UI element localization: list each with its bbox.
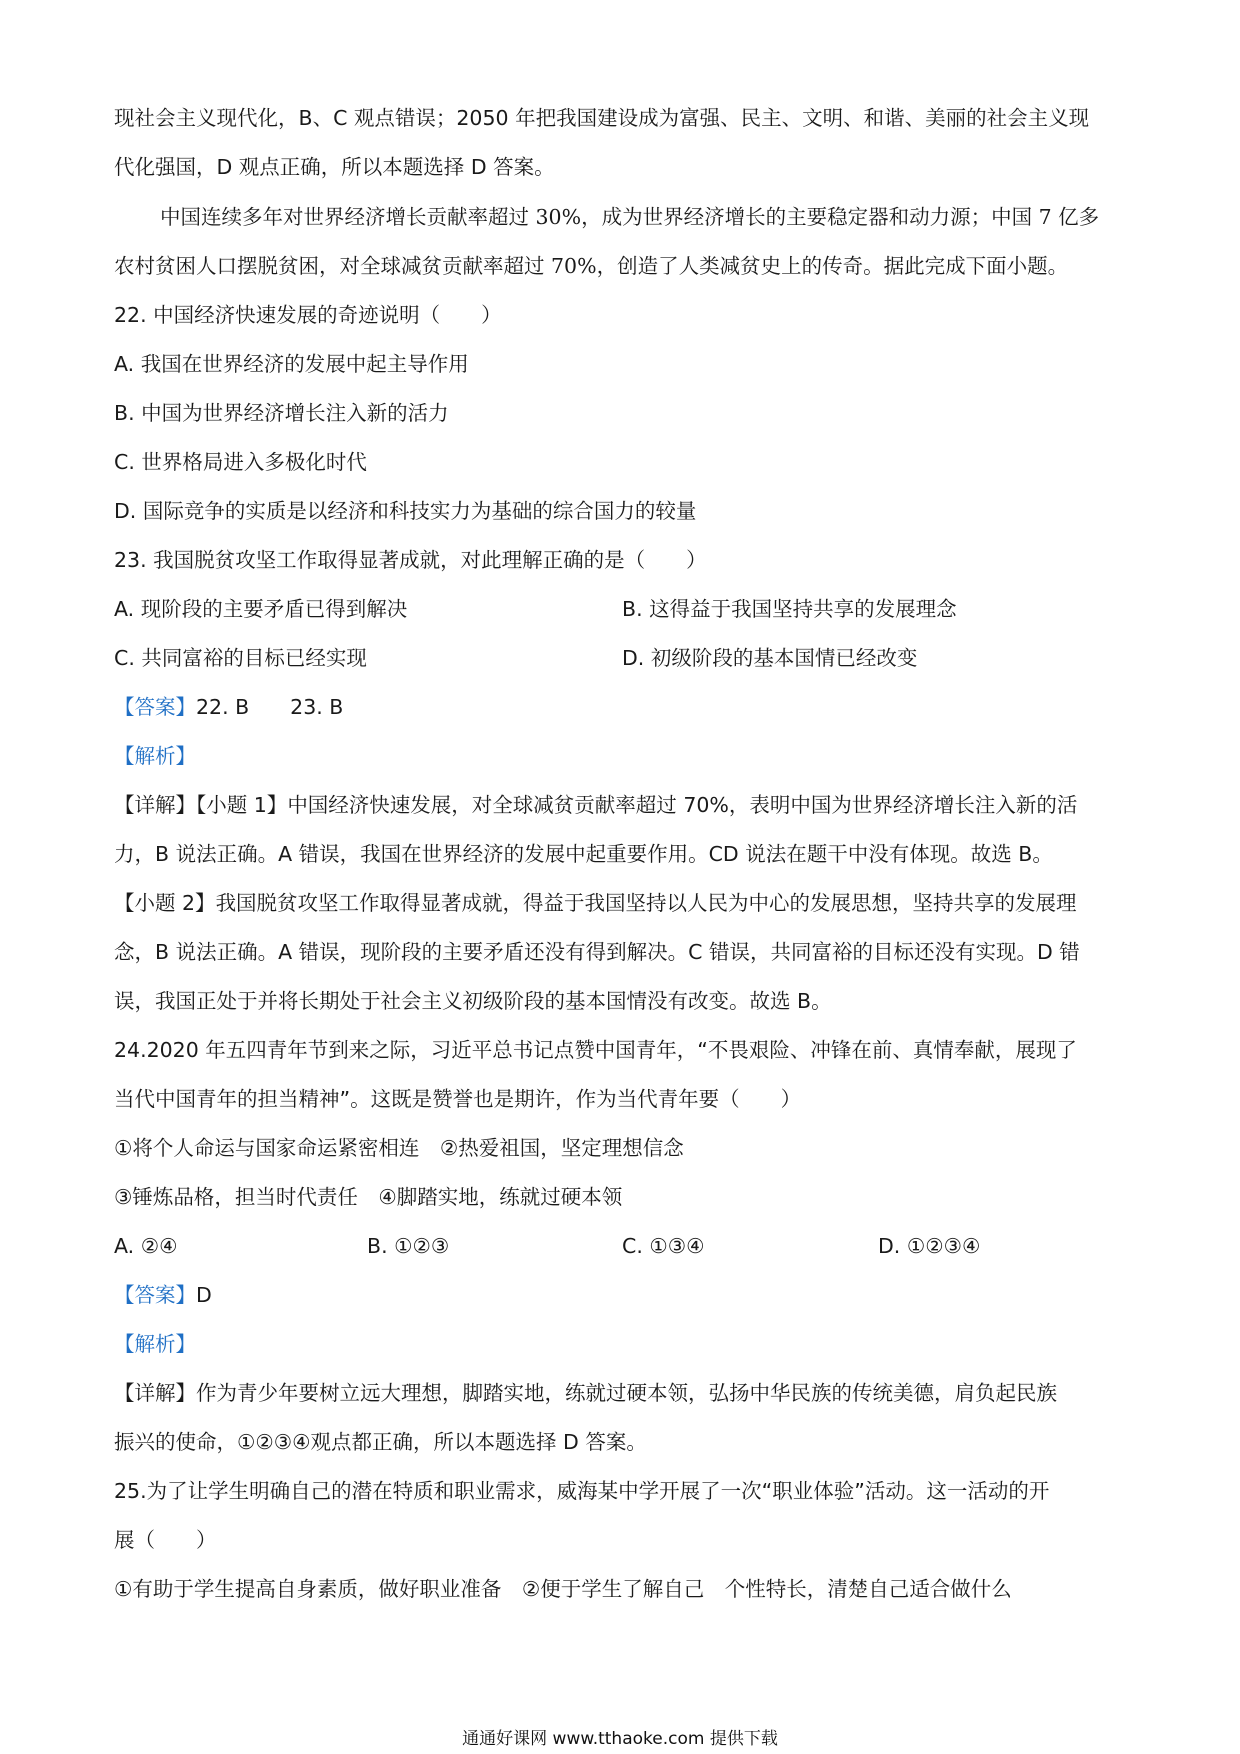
detail-line: 念，B 说法正确。A 错误，现阶段的主要矛盾还没有得到解决。C 错误，共同富裕的目标还没有实现。D 错 <box>114 940 1080 964</box>
explanation-line <box>114 741 196 771</box>
detail-text: 我国脱贫攻坚工作取得显著成就，得益于我国坚持以人民为中心的发展思想，坚持共享的发展理 <box>215 891 1077 915</box>
explanation-tag: 【解析】 <box>114 1332 196 1356</box>
question-25: 展（ ） <box>114 1528 217 1552</box>
option-23d: D. 初级阶段的基本国情已经改变 <box>622 646 918 670</box>
answer-text: 22. B 23. B <box>196 695 344 719</box>
material-line: 农村贫困人口摆脱贫困，对全球减贫贡献率超过 70%，创造了人类减贫史上的传奇。据此完成下面小题。 <box>114 254 1069 278</box>
option-22a: A. 我国在世界经济的发展中起主导作用 <box>114 352 469 376</box>
answer-text: D <box>196 1283 212 1307</box>
option-24a: A. ②④ <box>114 1234 178 1258</box>
text-line: 现社会主义现代化，B、C 观点错误；2050 年把我国建设成为富强、民主、文明、和谐、美丽的社会主义现 <box>114 106 1090 130</box>
answer-line <box>114 1280 212 1310</box>
option-23c: C. 共同富裕的目标已经实现 <box>114 646 367 670</box>
answer-tag: 【答案】 <box>114 1283 196 1307</box>
detail-line <box>114 888 1077 918</box>
option-24c: C. ①③④ <box>622 1234 705 1258</box>
statement-line: ③锤炼品格，担当时代责任 ④脚踏实地，练就过硬本领 <box>114 1185 623 1209</box>
question-24: 当代中国青年的担当精神”。这既是赞誉也是期许，作为当代青年要（ ） <box>114 1087 802 1111</box>
detail-line: 误，我国正处于并将长期处于社会主义初级阶段的基本国情没有改变。故选 B。 <box>114 989 832 1013</box>
option-22d: D. 国际竞争的实质是以经济和科技实力为基础的综合国力的较量 <box>114 499 697 523</box>
option-24d: D. ①②③④ <box>878 1234 981 1258</box>
explanation-line <box>114 1329 196 1359</box>
detail-text: 中国经济快速发展，对全球减贫贡献率超过 70%，表明中国为世界经济增长注入新的活 <box>287 793 1078 817</box>
material-line: 中国连续多年对世界经济增长贡献率超过 30%，成为世界经济增长的主要稳定器和动力源；中国 7 亿多 <box>160 205 1100 229</box>
page-footer: 通通好课网 www.tthaoke.com 提供下载 <box>462 1729 778 1749</box>
option-22c: C. 世界格局进入多极化时代 <box>114 450 367 474</box>
statement-line: ①将个人命运与国家命运紧密相连 ②热爱祖国，坚定理想信念 <box>114 1136 684 1160</box>
answer-line <box>114 692 343 722</box>
option-22b: B. 中国为世界经济增长注入新的活力 <box>114 401 449 425</box>
option-23b: B. 这得益于我国坚持共享的发展理念 <box>622 597 957 621</box>
detail-line <box>114 1378 1057 1408</box>
question-23: 23. 我国脱贫攻坚工作取得显著成就，对此理解正确的是（ ） <box>114 548 707 572</box>
question-25: 25.为了让学生明确自己的潜在特质和职业需求，威海某中学开展了一次“职业体验”活动。这一活动的开 <box>114 1479 1050 1503</box>
question-24: 24.2020 年五四青年节到来之际，习近平总书记点赞中国青年，“不畏艰险、冲锋在前、真情奉献，展现了 <box>114 1038 1077 1062</box>
detail-line <box>114 790 1077 820</box>
text-line: 代化强国，D 观点正确，所以本题选择 D 答案。 <box>114 155 555 179</box>
detail-line: 力，B 说法正确。A 错误，我国在世界经济的发展中起重要作用。CD 说法在题干中没有体现。故选 B。 <box>114 842 1053 866</box>
option-23a: A. 现阶段的主要矛盾已得到解决 <box>114 597 408 621</box>
detail-tag: 【详解】【小题 1】 <box>114 793 288 817</box>
option-24b: B. ①②③ <box>367 1234 450 1258</box>
detail-line: 振兴的使命，①②③④观点都正确，所以本题选择 D 答案。 <box>114 1430 647 1454</box>
answer-tag: 【答案】 <box>114 695 196 719</box>
statement-line: ①有助于学生提高自身素质，做好职业准备 ②便于学生了解自己 个性特长，清楚自己适合做什么 <box>114 1577 1012 1601</box>
detail-text: 作为青少年要树立远大理想，脚踏实地，练就过硬本领，弘扬中华民族的传统美德，肩负起民族 <box>196 1381 1057 1405</box>
detail-tag: 【小题 2】 <box>114 891 216 915</box>
explanation-tag: 【解析】 <box>114 744 196 768</box>
detail-tag: 【详解】 <box>114 1381 196 1405</box>
question-22: 22. 中国经济快速发展的奇迹说明（ ） <box>114 303 502 327</box>
